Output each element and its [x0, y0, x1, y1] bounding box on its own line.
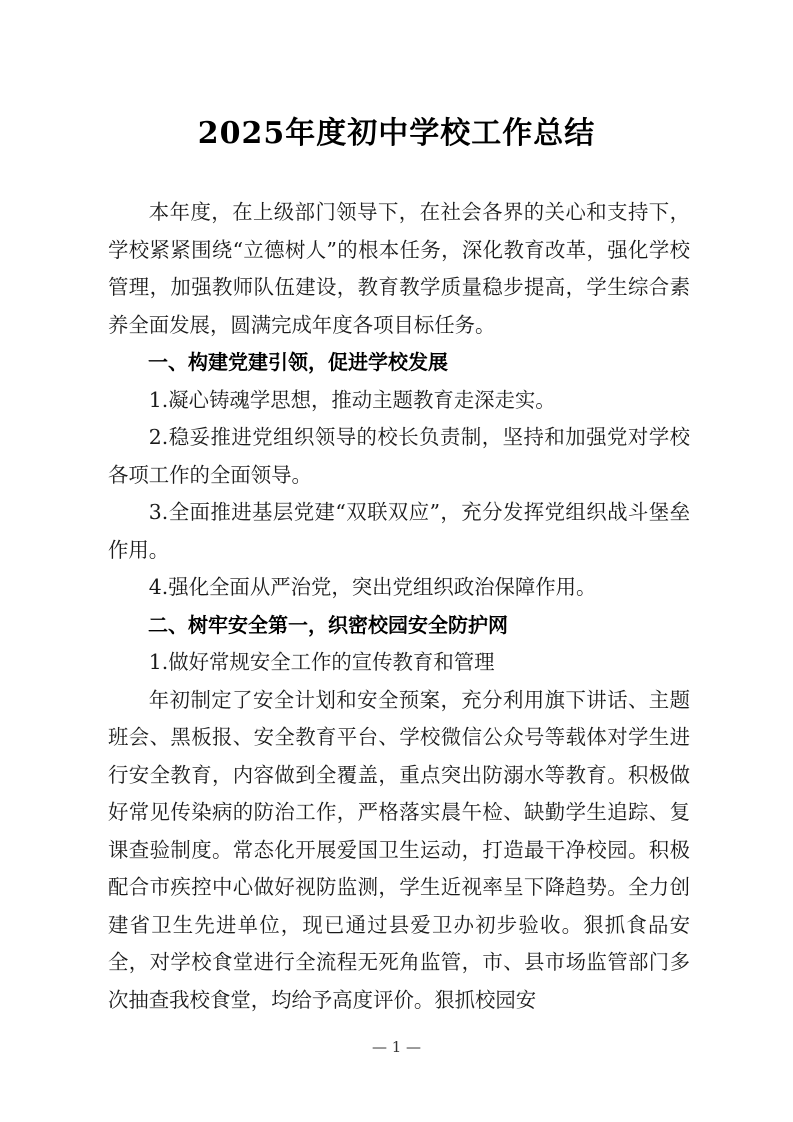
section-1-item-4: 4.强化全面从严治党，突出党组织政治保障作用。	[148, 575, 597, 599]
document-body	[108, 194, 690, 1019]
section-2-paragraph-1: 年初制定了安全计划和安全预案，充分利用旗下讲话、主题班会、黑板报、安全教育平台、学校微信公众号等载体对学生进行安全教育，内容做到全覆盖，重点突出防溺水等教育。积极做好常见传染病的防治工作，严格落实晨午检、缺勤学生追踪、复课查验制度。常态化开展爱国卫生运动，打造最干净校园。积极配合市疾控中心做好视防监测，学生近视率呈下降趋势。全力创建省卫生先进单位，现已通过县爱卫办初步验收。狠抓食品安全，对学校食堂进行全流程无死角监管，市、县市场监管部门多次抽查我校食堂，均给予高度评价。狠抓校园安	[108, 687, 690, 1012]
section-1-item-1: 1.凝心铸魂学思想，推动主题教育走深走实。	[148, 387, 556, 412]
section-1-item-3: 3.全面推进基层党建“双联双应”，充分发挥党组织战斗堡垒作用。	[108, 500, 690, 562]
section-1-item-2: 2.稳妥推进党组织领导的校长负责制，坚持和加强党对学校各项工作的全面领导。	[108, 425, 690, 487]
section-2-subheading-1: 1.做好常规安全工作的宣传教育和管理	[148, 650, 495, 674]
section-heading-1: 一、构建党建引领，促进学校发展	[148, 350, 448, 374]
section-heading-2: 二、树牢安全第一，织密校园安全防护网	[148, 612, 508, 637]
intro-paragraph: 本年度，在上级部门领导下，在社会各界的关心和支持下，学校紧紧围绕“立德树人”的根本任务，深化教育改革，强化学校管理，加强教师队伍建设，教育教学质量稳步提高，学生综合素养全面发展，圆满完成年度各项目标任务。	[108, 200, 690, 337]
document-title: 2025年度初中学校工作总结	[197, 116, 596, 151]
page-number: — 1 —	[371, 1038, 422, 1056]
